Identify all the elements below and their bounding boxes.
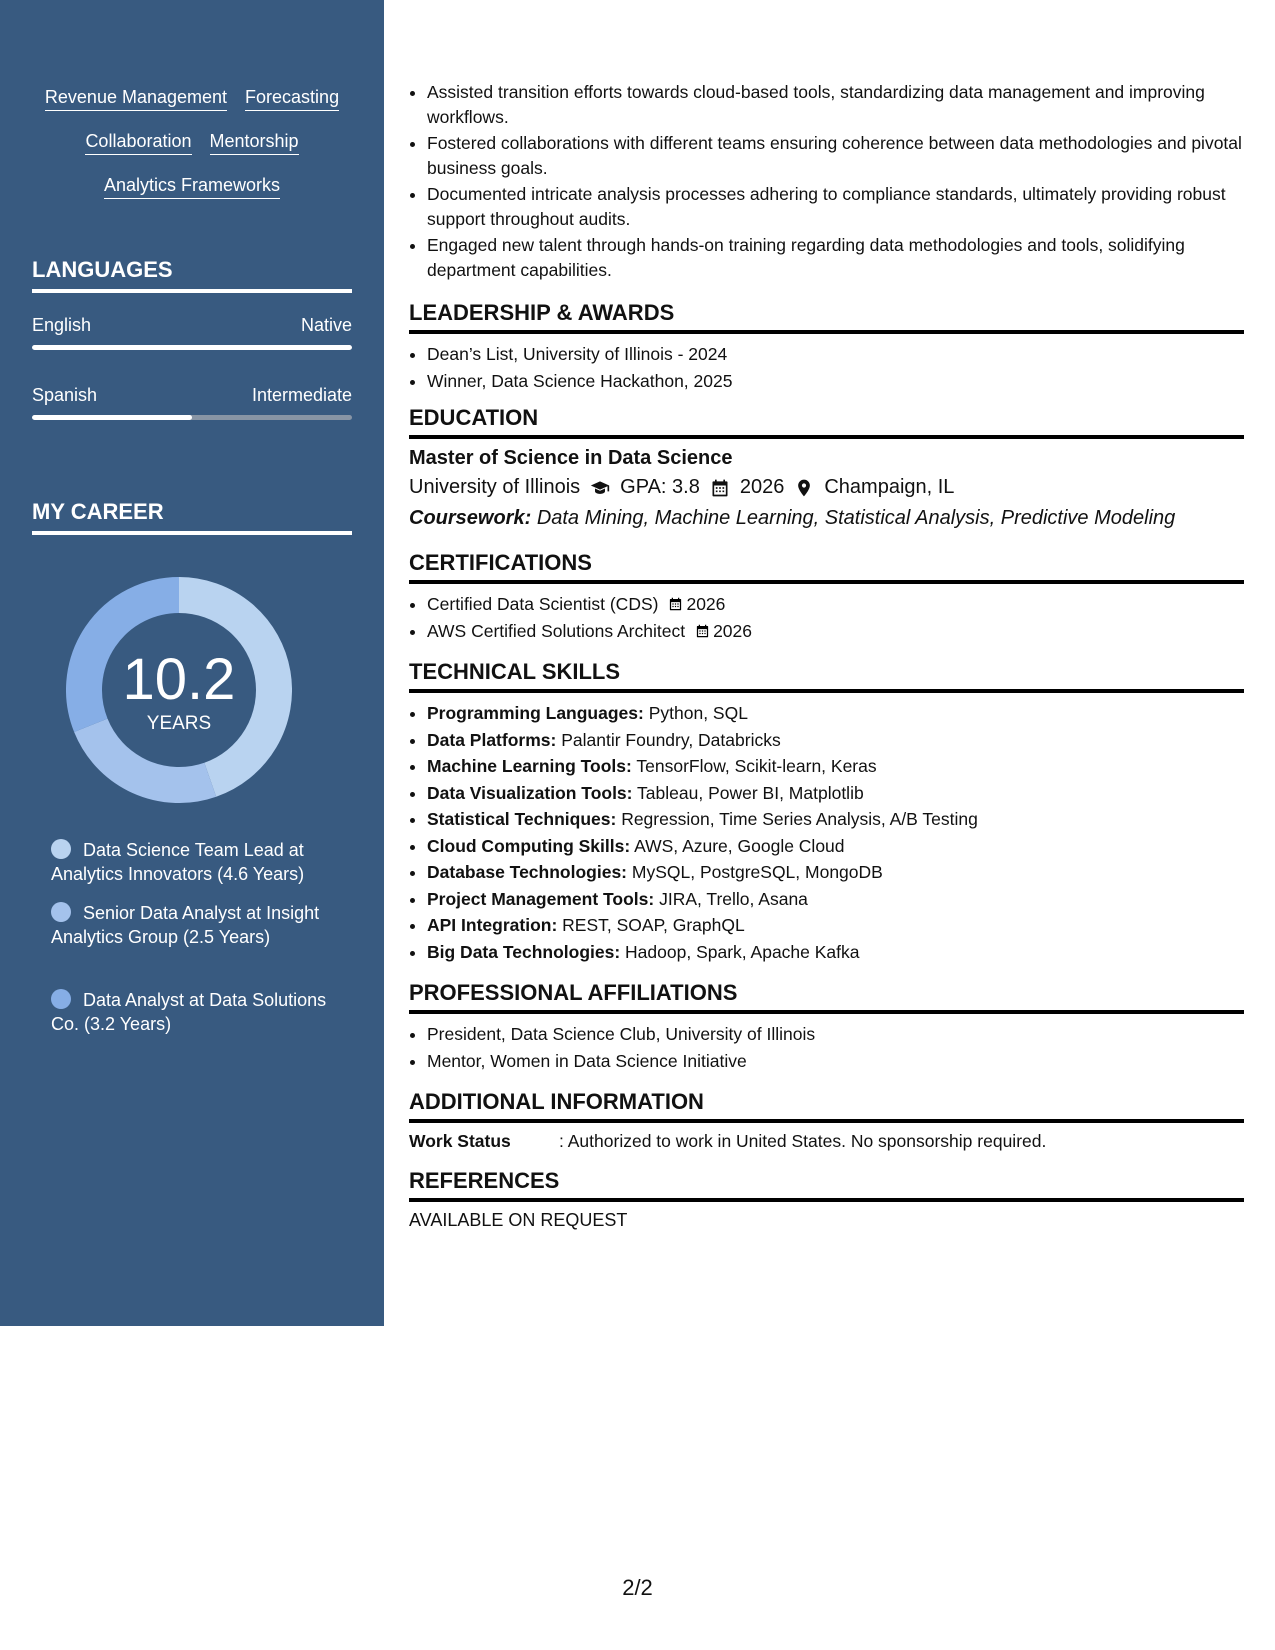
leadership-heading: LEADERSHIP & AWARDS xyxy=(409,300,1244,334)
skill-label: Big Data Technologies: xyxy=(427,941,621,962)
sidebar xyxy=(0,0,384,1326)
career-heading: MY CAREER xyxy=(32,499,352,535)
certifications-heading: CERTIFICATIONS xyxy=(409,550,1244,584)
experience-bullet: • Assisted transition efforts towards cloud-based tools, standardizing data management and improving workflows. xyxy=(427,80,1244,129)
skill-item xyxy=(427,781,1244,806)
skill-item xyxy=(427,728,1244,753)
languages-heading: LANGUAGES xyxy=(32,257,352,293)
skill-tag-row xyxy=(0,86,384,111)
leadership-item: • Dean’s List, University of Illinois - 2024 xyxy=(427,342,1244,367)
skill-tag: Forecasting xyxy=(245,86,339,111)
coursework-list: Data Mining, Machine Learning, Statistical Analysis, Predictive Modeling xyxy=(536,507,1176,529)
certification-item xyxy=(427,619,1244,644)
skill-value: Python, SQL xyxy=(648,703,748,723)
language-proficiency-bar xyxy=(32,415,352,420)
skill-label: Data Visualization Tools: xyxy=(427,782,633,803)
language-row xyxy=(32,315,352,336)
skill-tag: Revenue Management xyxy=(45,86,227,111)
education-heading: EDUCATION xyxy=(409,405,1244,439)
career-bullet-icon xyxy=(51,902,71,922)
affiliation-item: • President, Data Science Club, University of Illinois xyxy=(427,1022,1244,1047)
location-pin-icon xyxy=(794,478,814,498)
skill-tag: Analytics Frameworks xyxy=(104,174,280,199)
language-name: English xyxy=(32,315,92,335)
language-level: Intermediate xyxy=(251,385,352,405)
skill-value: Hadoop, Spark, Apache Kafka xyxy=(625,941,860,962)
experience-bullet: • Documented intricate analysis processes adhering to compliance standards, ultimately providing robust support throughout audits. xyxy=(427,182,1244,231)
affiliations-list xyxy=(409,1022,1244,1073)
certification-name: Certified Data Scientist (CDS) xyxy=(427,594,659,614)
skill-tags xyxy=(0,86,384,218)
leadership-list xyxy=(409,342,1244,393)
technical-skills-heading: TECHNICAL SKILLS xyxy=(409,659,1244,693)
certification-year: 2026 xyxy=(713,620,753,641)
career-item-text: Data Science Team Lead at Analytics Innovators (4.6 Years) xyxy=(51,840,305,884)
coursework xyxy=(409,507,1244,530)
affiliation-item: • Mentor, Women in Data Science Initiative xyxy=(427,1049,1244,1074)
skill-item xyxy=(427,807,1244,832)
affiliations-heading: PROFESSIONAL AFFILIATIONS xyxy=(409,980,1244,1014)
total-years-label: YEARS xyxy=(146,713,212,734)
certification-name: AWS Certified Solutions Architect xyxy=(427,620,686,641)
certification-year: 2026 xyxy=(686,594,726,614)
references-heading: REFERENCES xyxy=(409,1168,1244,1202)
experience-bullets xyxy=(409,80,1244,282)
technical-skills-list xyxy=(409,701,1244,964)
skill-item xyxy=(427,701,1244,726)
skill-label: Database Technologies: xyxy=(427,862,628,882)
experience-bullet: • Fostered collaborations with different teams ensuring coherence between data methodologies and pivotal business goals. xyxy=(427,131,1244,180)
career-item xyxy=(51,988,331,1036)
school-location: Champaign, IL xyxy=(824,476,955,498)
skill-value: Tableau, Power BI, Matplotlib xyxy=(637,782,864,803)
skill-item xyxy=(427,834,1244,859)
career-item-text: Data Analyst at Data Solutions Co. (3.2 Years) xyxy=(51,990,327,1034)
skill-tag: Mentorship xyxy=(210,130,299,155)
skill-label: Statistical Techniques: xyxy=(427,809,617,829)
career-bullet-icon xyxy=(51,839,71,859)
skill-value: Palantir Foundry, Databricks xyxy=(561,729,781,750)
skill-tag-row xyxy=(0,174,384,199)
leadership-item: • Winner, Data Science Hackathon, 2025 xyxy=(427,369,1244,394)
additional-info-heading: ADDITIONAL INFORMATION xyxy=(409,1089,1244,1123)
language-proficiency-fill xyxy=(32,345,352,350)
skill-item xyxy=(427,940,1244,965)
work-status-label: Work Status xyxy=(409,1131,511,1151)
skill-label: API Integration: xyxy=(427,915,558,935)
certification-item xyxy=(427,592,1244,617)
career-item-text: Senior Data Analyst at Insight Analytics Group (2.5 Years) xyxy=(51,903,320,947)
career-item xyxy=(51,901,331,949)
degree-title: Master of Science in Data Science xyxy=(409,447,733,469)
language-name: Spanish xyxy=(32,385,98,405)
language-level: Native xyxy=(300,315,352,335)
skill-value: TensorFlow, Scikit-learn, Keras xyxy=(636,756,877,776)
work-status-row xyxy=(409,1131,1244,1152)
coursework-label: Coursework: xyxy=(409,507,532,529)
language-proficiency-fill xyxy=(32,415,192,420)
skill-tag: Collaboration xyxy=(85,130,191,155)
work-status-value: : Authorized to work in United States. No sponsorship required. xyxy=(559,1131,1047,1151)
skill-label: Programming Languages: xyxy=(427,703,644,723)
skill-item xyxy=(427,754,1244,779)
calendar-icon xyxy=(710,478,730,498)
career-item xyxy=(51,838,331,886)
skill-item xyxy=(427,887,1244,912)
skill-value: REST, SOAP, GraphQL xyxy=(562,915,745,935)
school-name: University of Illinois xyxy=(409,476,581,498)
skill-label: Machine Learning Tools: xyxy=(427,756,632,776)
skill-item xyxy=(427,913,1244,938)
skill-item xyxy=(427,860,1244,885)
language-row xyxy=(32,385,352,406)
certifications-list xyxy=(409,592,1244,643)
career-bullet-icon xyxy=(51,989,71,1009)
education-meta xyxy=(409,476,1244,499)
skill-label: Project Management Tools: xyxy=(427,888,655,909)
skill-label: Cloud Computing Skills: xyxy=(427,835,631,856)
skill-value: AWS, Azure, Google Cloud xyxy=(634,835,845,856)
graduation-cap-icon xyxy=(590,478,610,498)
references-text: AVAILABLE ON REQUEST xyxy=(409,1210,628,1230)
gpa: GPA: 3.8 xyxy=(620,476,700,498)
skill-value: MySQL, PostgreSQL, MongoDB xyxy=(631,862,883,882)
skill-value: JIRA, Trello, Asana xyxy=(659,888,808,909)
total-years-value: 10.2 xyxy=(122,647,236,712)
graduation-year: 2026 xyxy=(739,476,785,498)
main-content xyxy=(409,80,1244,1231)
calendar-icon xyxy=(695,623,710,639)
language-proficiency-bar xyxy=(32,345,352,350)
skill-value: Regression, Time Series Analysis, A/B Testing xyxy=(621,809,978,829)
skill-label: Data Platforms: xyxy=(427,729,557,750)
page-number: 2/2 xyxy=(622,1575,653,1600)
calendar-icon xyxy=(668,596,683,612)
skill-tag-row xyxy=(0,130,384,155)
experience-bullet: • Engaged new talent through hands-on training regarding data methodologies and tools, solidifying department capabilities. xyxy=(427,233,1244,282)
